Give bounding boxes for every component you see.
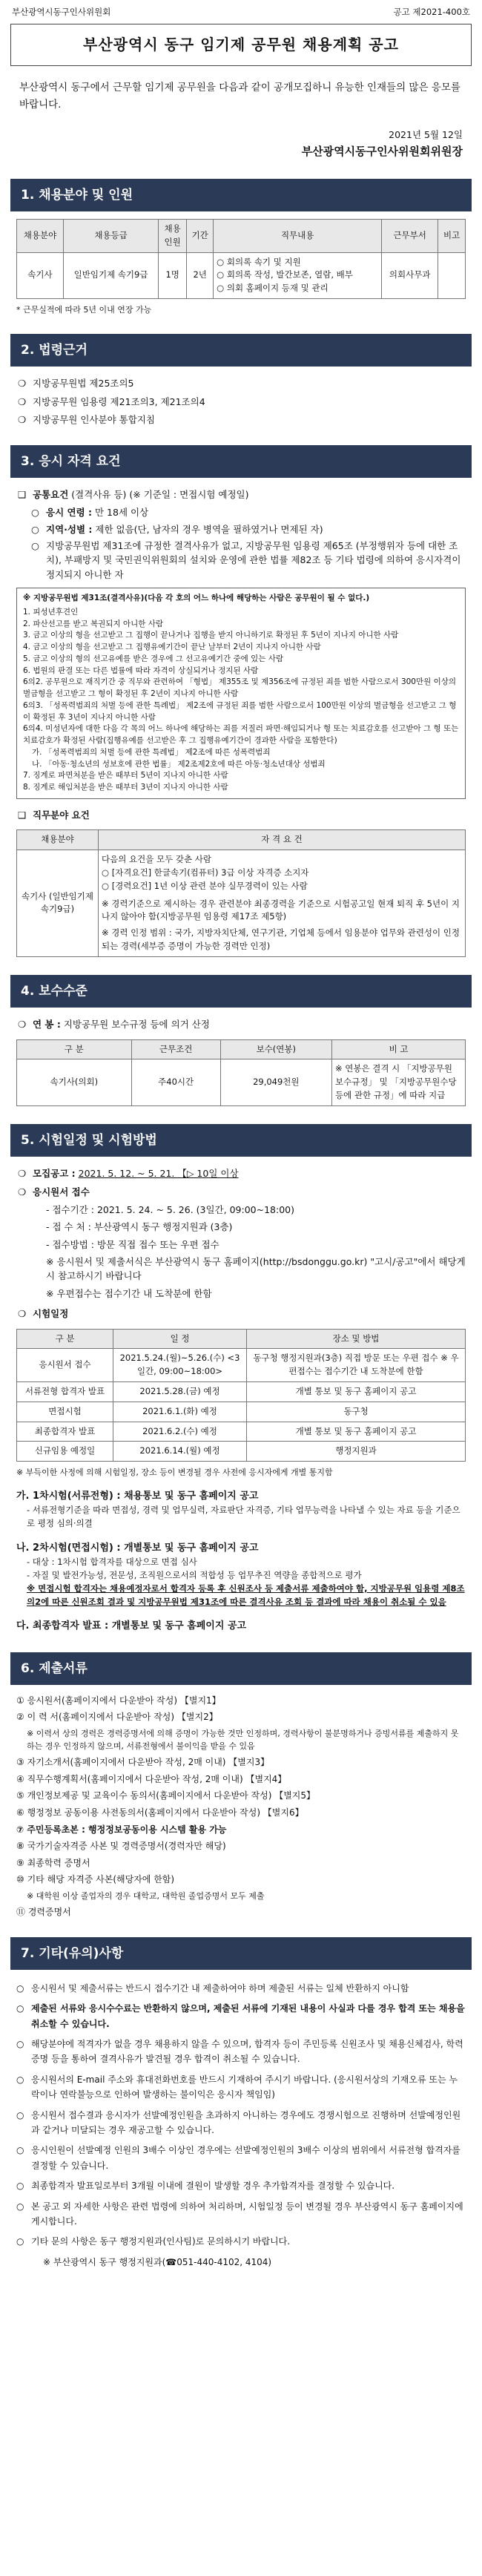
etc-item: ○ 응시원서 및 제출서류는 반드시 접수기간 내 제출하여야 하며 제출된 서류는 일체 반환하지 아니함 (16, 1982, 409, 1994)
notice-date: 2021년 5월 12일 (389, 129, 463, 141)
etc-item: ○ 응시원서 접수결과 응시자가 선발예정인원을 초과하지 아니하는 경우에도 경쟁시험으로 진행하며 선발예정인원과 같거나 미달되는 경우 재공고할 수 있습니다. (16, 2109, 461, 2136)
doc-item: ⑧ 국가기술자격증 사본 및 경력증명서(경력자만 해당) (16, 1841, 226, 1852)
step3-title: 다. 최종합격자 발표 : 개별통보 및 동구 홈페이지 공고 (16, 1620, 247, 1632)
doc-item: ③ 자기소개서(홈페이지에서 다운받아 작성, 2매 이내) 【별지3】 (16, 1757, 270, 1768)
law-item: ❍ 지방공무원 임용령 제21조의3, 제21조의4 (16, 395, 466, 409)
th-duties: 직무내용 (214, 220, 382, 253)
meta-left: 부산광역시동구인사위원회 (12, 7, 111, 17)
circle-bullet-icon: ❍ (18, 1019, 27, 1031)
section-title: 5. 시험일정 및 시험방법 (10, 1124, 472, 1157)
etc-item: ○ 제출된 서류와 응시수수료는 반환하지 않으며, 제출된 서류에 기재된 내용이 사실과 다를 경우 합격 또는 채용을 취소할 수 있습니다. (16, 2003, 465, 2029)
job-req-table: 채용분야 자 격 요 건 속기사 (일반임기제 속기9급) 다음의 요건을 모두 갖춘 사람 ○ [자격요건] 한글속기(컴퓨터) 3급 이상 자격증 소지자 ○ [경력요건] 1년 이상 관련 분야 실무경력이 있는 사람 ※ 경력기준으로 제시하는 경우 관련분야 최종경력을 기준으로 시험공고일 현재 퇴직 후 5년이 지나지 않아야 함(지방공무원 임용령 제17조 제5항) ※ 경력 인정 범위 : 국가, 지방자치단체, 연구기관, 기업체 등에서 임용분야 업무와 관련성이 인정되는 경력(세부증 증명이 가능한 경력만 인정) (16, 829, 466, 957)
etc-item: ○ 해당분야에 적격자가 없을 경우 채용하지 않을 수 있으며, 합격자 등이 주민등록 신원조사 및 채용신체검사, 학력증명 등을 통하여 결격사유가 발견될 경우 합격이 취소될 수 있습니다. (16, 2039, 463, 2065)
step2-title: 나. 2차시험(면접시험) : 개별통보 및 동구 홈페이지 공고 (16, 1542, 259, 1554)
receipt-title: ❍ 응시원서 접수 (18, 1186, 90, 1197)
age-req: ○ 응시 연령 : 만 18세 이상 (31, 507, 149, 519)
table-row: 면접시험 2021.6.1.(화) 예정 동구청 (17, 1402, 466, 1422)
recruit-table (16, 219, 466, 299)
section-title: 6. 제출서류 (10, 1652, 472, 1685)
duty-line: ○ 회의록 속기 및 지원 (217, 256, 301, 267)
method-title: ❍ 시험일정 (18, 1308, 69, 1320)
section-recruit (10, 179, 472, 316)
table-row: 응시원서 접수 2021.5.24.(월)~5.26.(수) <3일간, 09:00~18:00> 동구청 행정지원과(3층) 직접 방문 또는 우편 접수 ※ 우편접수는 접수기간 내 도착분에 한함 (17, 1349, 466, 1382)
etc-item: ○ 응시원서의 E-mail 주소와 휴대전화번호를 반드시 기재하여 주시기 바랍니다. (응시원서상의 기재오류 또는 누락이나 연락불능으로 인하여 발생하는 불이익은 응시자 책임임) (16, 2074, 458, 2100)
section-qualification (10, 445, 472, 957)
law-item: ❍ 지방공무원법 제25조의5 (16, 376, 466, 390)
schedule-table: 구 분 일 정 장소 및 방법 응시원서 접수 2021.5.24.(월)~5.26.(수) <3일간, 09:00~18:00> 동구청 행정지원과(3층) 직접 방문 또는 우편 접수 ※ 우편접수는 접수기간 내 도착분에 한함 서류전형 합격자 발표 2021.5.28.(금) 예정 개별 통보 및 동구 홈페이지 공고 면접시험 2021.6.1.(화) 예정 동구청 최종합격자 발표 2021.6.2.(수) 예정 개별 통보 및 동구 홈페이지 공고 신규임용 예정일 2021.6.14.(월) 예정 행정지원과 (16, 1329, 466, 1462)
section-title: 7. 기타(유의)사항 (10, 1937, 472, 1970)
cell-dept: 의회사무과 (382, 252, 438, 298)
receipt-details: - 접수기간 : 2021. 5. 24. ~ 5. 26. (3일간, 09:00~18:00) - 접 수 처 : 부산광역시 동구 행정지원과 (3층) - 접수방법 : 방문 직접 접수 또는 우편 접수 ※ 응시원서 및 제출서식은 부산광역시 동구 홈페이지(http://bsdonggu.go.kr) "고시/공고"에서 해당게시 참고하시기 바랍니다 ※ 우편접수는 접수기간 내 도착분에 한함 (46, 1203, 466, 1299)
region-req: ○ 지역·성별 : 제한 없음(단, 남자의 경우 병역을 필하였거나 면제된 자) (31, 523, 323, 535)
cell-duties (214, 252, 382, 298)
table-row: 신규임용 예정일 2021.6.14.(월) 예정 행정지원과 (17, 1442, 466, 1462)
job-req-title: ❑ 직무분야 요건 (16, 808, 466, 822)
section-title: 4. 보수수준 (10, 975, 472, 1008)
interview-warning: ※ 면접시험 합격자는 채용예정자로서 합격자 등록 후 신원조사 등 제출서류 제출하여야 함, 지방공무원 임용령 제8조의2에 따른 신원조회 결과 및 지방공무원법 제31조에 따른 결격사유 조회 등 결과에 따라 채용이 취소될 수 있음 (27, 1583, 465, 1607)
th-dept: 근무부서 (382, 220, 438, 253)
etc-item: ○ 응시인원이 선발예정 인원의 3배수 이상인 경우에는 선발예정인원의 3배수 이상의 범위에서 서류전형 합격자를 결정할 수 있습니다. (16, 2145, 460, 2171)
disqualification-req: ○ 지방공무원법 제31조에 규정한 결격사유가 없고, 지방공무원 임용령 제65조 (부정행위자 등에 대한 조치), 부패방지 및 국민권익위원회의 설치와 운영에 관한 법률 제82조 등 기타 법령에 의하여 응시자격이 정지되지 아니한 자 (31, 540, 461, 580)
download-note: ※ 응시원서 및 제출서식은 부산광역시 동구 홈페이지(http://bsdonggu.go.kr) "고시/공고"에서 해당게시 참고하시기 바랍니다 (46, 1256, 466, 1282)
step1-title: 가. 1차시험(서류전형) : 채용통보 및 동구 홈페이지 공고 (16, 1491, 259, 1502)
doc-item: ⑨ 최종학력 증명서 (16, 1857, 90, 1868)
square-bullet-icon: ❑ (18, 809, 27, 821)
th-period: 기간 (187, 220, 214, 253)
section-title: 1. 채용분야 및 인원 (10, 179, 472, 211)
etc-item: ○ 본 공고 외 자세한 사항은 관련 법령에 의하여 처리하며, 시험일정 등이 변경될 경우 부산광역시 동구 홈페이지에 게시합니다. (16, 2201, 463, 2227)
doc-item: ① 응시원서(홈페이지에서 다운받아 작성) 【별지1】 (16, 1695, 221, 1706)
cell-grade: 일반임기제 속기9급 (63, 252, 158, 298)
duty-line: ○ 회의록 작성, 발간보존, 열람, 배부 (217, 269, 353, 280)
contact-line: ※ 부산광역시 동구 행정지원과(☎051-440-4102, 4104) (43, 2256, 272, 2267)
doc-item: ⑤ 개인정보제공 및 교육이수 동의서(홈페이지에서 다운받아 작성) 【별지5】 (16, 1790, 316, 1801)
doc-item: ⑪ 경력증명서 (16, 1906, 71, 1917)
meta-right: 공고 제2021-400호 (393, 7, 470, 17)
doc-note: ※ 이력서 상의 경력은 경력증명서에 의해 증명이 가능한 것만 인정하며, 경력사항이 불분명하거나 증빙서류를 제출하지 못하는 경우 인정하지 않으며, 서류전형에서 불이익을 받을 수 있음 (27, 1729, 459, 1752)
doc-item: ⑥ 행정정보 공동이용 사전동의서(홈페이지에서 다운받아 작성) 【별지6】 (16, 1807, 304, 1818)
section-documents (10, 1652, 472, 1919)
section-etc (10, 1937, 472, 2270)
intro-text: 부산광역시 동구에서 근무할 임기제 공무원을 다음과 같이 공개모집하니 유능한 인재들의 많은 응모를 바랍니다. (19, 81, 460, 111)
pay-line: ❍ 연 봉 : 지방공무원 보수규정 등에 의거 산정 (16, 1017, 466, 1031)
duty-line: ○ 의회 홈페이지 등재 및 관리 (217, 283, 329, 294)
issuing-org: 부산광역시동구인사위원회위원장 (301, 145, 463, 159)
circle-bullet-icon: ❍ (18, 414, 27, 426)
etc-item: ○ 최종합격자 발표일로부터 3개월 이내에 결원이 발생할 경우 추가합격자를 결정할 수 있습니다. (16, 2181, 395, 2192)
cell-remark (438, 252, 466, 298)
section-schedule: 5. 시험일정 및 시험방법 ❍ 모집공고 : 2021. 5. 12. ~ 5. 21. 【▷ 10일 이상 ❍ 응시원서 접수 - 접수기간 : 2021. 5. 24. ~ 5. 26. (3일간, 09:00~18:00) - 접 수 처 : 부산광역시 동구 행정지원과 (3층) - 접수방법 : 방문 직접 접수 또는 우편 접수 ※ 응시원서 및 제출서식은 부산광역시 동구 홈페이지(http://bsdonggu.go.kr) "고시/공고"에서 해당게시 참고하시기 바랍니다 ※ 우편접수는 접수기간 내 도착분에 한함 ❍ 시험일정 구 분 일 정 장소 및 방법 응시원서 접수 2021.5.24.(월)~5.26.(수) <3일간, 09:00~18:00> 동구청 행정지원과(3층) 직접 방문 또는 우편 접수 ※ 우편접수는 접수기간 내 도착분에 한함 서류전형 합격자 발표 2021.5.28.(금) 예정 개별 통보 및 동구 홈페이지 공고 면접시험 2021.6.1.(화) 예정 동구청 최종합격자 발표 2021.6.2.(수) 예정 개별 통보 및 동구 홈페이지 공고 신규임용 예정일 2021.6.14.(월) 예정 행정지원과 ※ 부득이한 사정에 의해 시험일정, 장소 등이 변경될 경우 사전에 응시자에게 개별 통지함 가. 1차시험(서류전형) : 채용통보 및 동구 홈페이지 공고 - 서류전형기준을 따라 면접성, 경력 및 업무실력, 자료판단 자격증, 기타 업무능력을 나타낼 수 있는 자료 등을 기준으로 평정 심의·의결 나. 2차시험(면접시험) : 개별통보 및 동구 홈페이지 공고 - 대상 : 1차시험 합격자를 대상으로 면접 심사 - 자질 및 발전가능성, 전문성, 조직원으로서의 적합성 등 업무추진 역량을 종합적으로 평가 ※ 면접시험 합격자는 채용예정자로서 합격자 등록 후 신원조사 등 제출서류 제출하여야 함, 지방공무원 임용령 제8조의2에 따른 신원조회 결과 및 지방공무원법 제31조에 따른 결격사유 조회 등 결과에 따라 채용이 취소될 수 있음 다. 최종합격자 발표 : 개별통보 및 동구 홈페이지 공고 (10, 1124, 472, 1634)
doc-item: ⑩ 기타 해당 자격증 사본(해당자에 한함) (16, 1874, 175, 1885)
disqualification-box: ※ 지방공무원법 제31조(결격사유)(다음 각 호의 어느 하나에 해당하는 사람은 공무원이 될 수 없다.) 1. 피성년후견인 2. 파산선고를 받고 복권되지 아니한 사람 3. 금고 이상의 형을 선고받고 그 집행이 끝나거나 집행을 받지 아니하기로 확정된 후 5년이 지나지 아니한 사람 4. 금고 이상의 형을 선고받고 그 집행유예기간이 끝난 날부터 2년이 지나지 아니한 사람 5. 금고 이상의 형의 선고유예를 받은 경우에 그 선고유예기간 중에 있는 사람 6. 법원의 판결 또는 다른 법률에 따라 자격이 상실되거나 정지된 사람 6의2. 공무원으로 재직기간 중 직무와 관련하여 「형법」 제355조 및 제356조에 규정된 죄를 범한 사람으로서 300만원 이상의 벌금형을 선고받고 그 형이 확정된 후 2년이 지나지 아니한 사람 6의3. 「성폭력범죄의 처벌 등에 관한 특례법」 제2조에 규정된 죄를 범한 사람으로서 100만원 이상의 벌금형을 선고받고 그 형이 확정된 후 3년이 지나지 아니한 사람 6의4. 미성년자에 대한 다음 각 목의 어느 하나에 해당하는 죄를 저질러 파면·해임되거나 형 또는 치료감호를 선고받아 그 형 또는 치료감호가 확정된 사람(집행유예를 선고받은 후 그 집행유예기간이 경과한 사람을 포함한다) 가. 「성폭력범죄의 처벌 등에 관한 특례법」 제2조에 따른 성폭력범죄 나. 「아동·청소년의 성보호에 관한 법률」 제2조제2호에 따른 아동·청소년대상 성범죄 7. 징계로 파면처분을 받은 때부터 5년이 지나지 아니한 사람 8. 징계로 해임처분을 받은 때부터 3년이 지나지 아니한 사람 (16, 588, 466, 799)
cell-count: 1명 (159, 252, 187, 298)
th-remark: 비고 (438, 220, 466, 253)
cell-period: 2년 (187, 252, 214, 298)
th-field: 채용분야 (17, 220, 64, 253)
square-bullet-icon: ❑ (18, 488, 27, 500)
law-item: ❍ 지방공무원 인사분야 통합지침 (16, 413, 466, 427)
doc-item: ④ 직무수행계획서(홈페이지에서 다운받아 작성, 2매 이내) 【별지4】 (16, 1773, 287, 1784)
job-field: 속기사 (일반임기제 속기9급) (17, 850, 99, 957)
etc-item: ○ 기타 문의 사항은 동구 행정지원과(인사팀)로 문의하시기 바랍니다. (16, 2236, 291, 2247)
table-row (17, 252, 466, 298)
recruit-note: * 근무실적에 따라 5년 이내 연장 가능 (16, 305, 152, 315)
table-row: 최종합격자 발표 2021.6.2.(수) 예정 개별 통보 및 동구 홈페이지 공고 (17, 1422, 466, 1442)
th-count: 채용인원 (159, 220, 187, 253)
announce-line: ❍ 모집공고 : 2021. 5. 12. ~ 5. 21. 【▷ 10일 이상 (18, 1168, 239, 1180)
table-row: 속기사(의회) 주40시간 29,049천원 ※ 연봉은 결격 시 「지방공무원 보수규정」 및 「지방공무원수당 등에 관한 규정」에 따라 지급 (17, 1059, 466, 1105)
table-row: 서류전형 합격자 발표 2021.5.28.(금) 예정 개별 통보 및 동구 홈페이지 공고 (17, 1381, 466, 1402)
notice-title: 부산광역시 동구 임기제 공무원 채용계획 공고 (10, 24, 472, 66)
section-laws (10, 334, 472, 427)
doc-note: ※ 대학원 이상 졸업자의 경우 대학교, 대학원 졸업증명서 모두 제출 (27, 1890, 265, 1901)
section-title: 2. 법령근거 (10, 334, 472, 367)
th-grade: 채용등급 (63, 220, 158, 253)
doc-item: ② 이 력 서(홈페이지에서 다운받아 작성) 【별지2】 (16, 1712, 218, 1723)
doc-item: ⑦ 주민등록초본 : 행정정보공동이용 시스템 활용 가능 (16, 1824, 227, 1835)
pay-table: 구 분 근무조건 보수(연봉) 비 고 속기사(의회) 주40시간 29,049천원 ※ 연봉은 결격 시 「지방공무원 보수규정」 및 「지방공무원수당 등에 관한 규정」에 따라 지급 (16, 1039, 466, 1106)
common-req-title: ❑ 공통요건 (결격사유 등) (※ 기준일 : 면접시험 예정일) (16, 487, 466, 502)
section-pay (10, 975, 472, 1106)
table-row (17, 850, 466, 957)
notice-meta (10, 6, 472, 24)
circle-bullet-icon: ❍ (18, 378, 27, 390)
section-title: 3. 응시 자격 요건 (10, 445, 472, 478)
cell-field: 속기사 (17, 252, 64, 298)
circle-bullet-icon: ❍ (18, 395, 27, 407)
job-requirements: 다음의 요건을 모두 갖춘 사람 ○ [자격요건] 한글속기(컴퓨터) 3급 이상 자격증 소지자 ○ [경력요건] 1년 이상 관련 분야 실무경력이 있는 사람 ※ 경력기준으로 제시하는 경우 관련분야 최종경력을 기준으로 시험공고일 현재 퇴직 후 5년이 지나지 않아야 함(지방공무원 임용령 제17조 제5항) ※ 경력 인정 범위 : 국가, 지방자치단체, 연구기관, 기업체 등에서 임용분야 업무와 관련성이 인정되는 경력(세부증 증명이 가능한 경력만 인정) (99, 850, 466, 957)
